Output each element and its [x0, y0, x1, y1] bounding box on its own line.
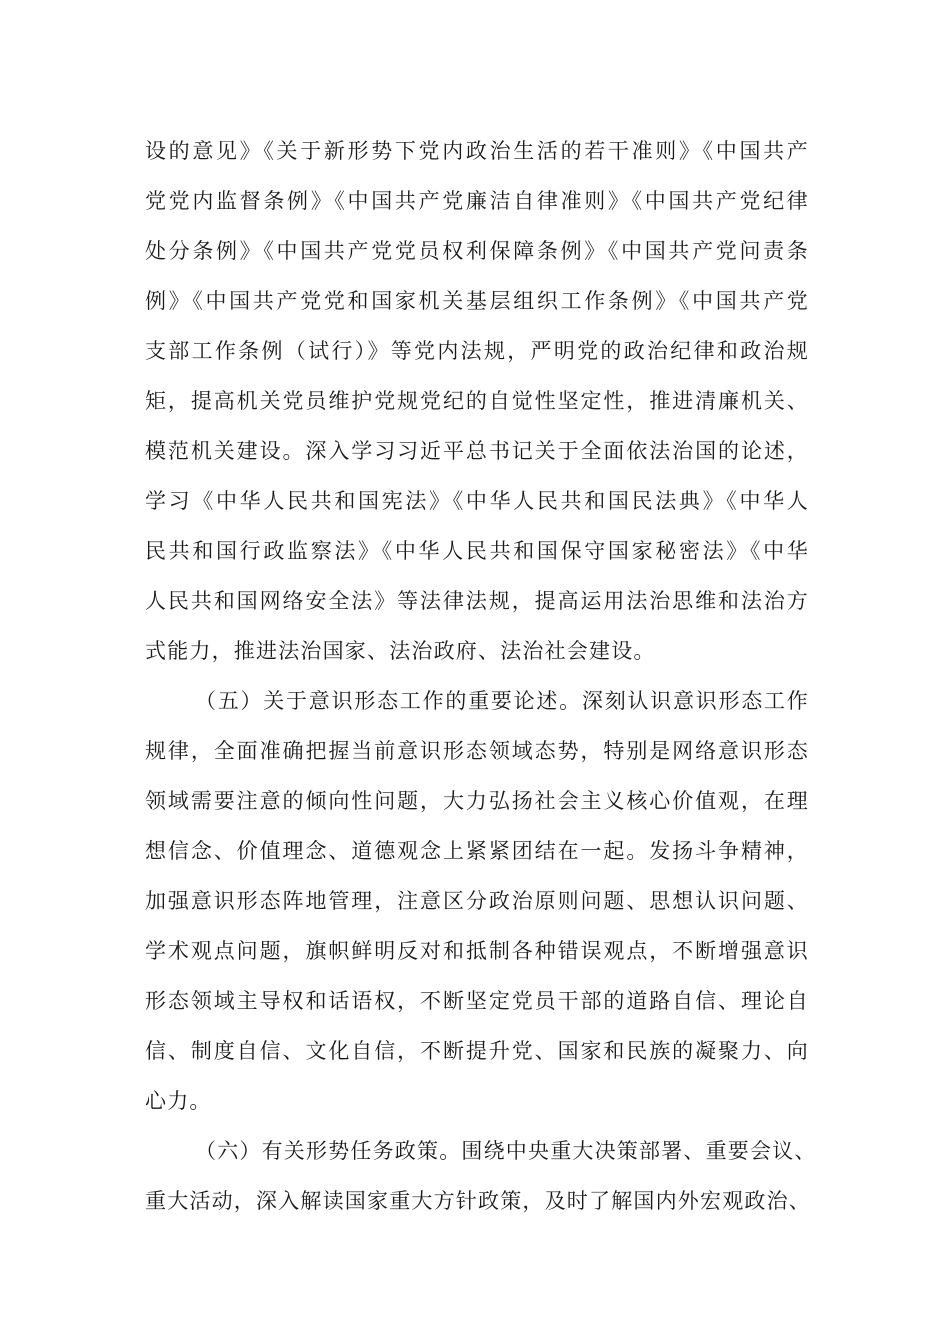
paragraph-end-line: 心力。	[145, 1089, 212, 1113]
text-line: 加强意识形态阵地管理，注意区分政治原则问题、思想认识问题、	[145, 889, 809, 913]
text-line: 支部工作条例（试行）》等党内法规，严明党的政治纪律和政治规	[145, 339, 809, 363]
text-line: 信、制度自信、文化自信，不断提升党、国家和民族的凝聚力、向	[145, 1039, 809, 1063]
text-line: 例》《中国共产党党和国家机关基层组织工作条例》《中国共产党	[145, 289, 809, 313]
text-line: 学术观点问题，旗帜鲜明反对和抵制各种错误观点，不断增强意识	[145, 939, 809, 963]
text-line: 人民共和国网络安全法》等法律法规，提高运用法治思维和法治方	[145, 589, 809, 613]
text-line: 重大活动，深入解读国家重大方针政策，及时了解国内外宏观政治、	[145, 1189, 811, 1213]
text-line: 矩，提高机关党员维护党规党纪的自觉性坚定性，推进清廉机关、	[145, 389, 809, 413]
text-line: 想信念、价值理念、道德观念上紧紧团结在一起。发扬斗争精神，	[145, 839, 809, 863]
section-heading-line: （五）关于意识形态工作的重要论述。深刻认识意识形态工作	[195, 689, 809, 713]
text-line: 学习《中华人民共和国宪法》《中华人民共和国民法典》《中华人	[145, 489, 809, 513]
text-line: 模范机关建设。深入学习习近平总书记关于全面依法治国的论述，	[145, 439, 809, 463]
paragraph-end-line: 式能力，推进法治国家、法治政府、法治社会建设。	[145, 639, 656, 663]
text-line: 党党内监督条例》《中国共产党廉洁自律准则》《中国共产党纪律	[145, 189, 809, 213]
text-line: 领域需要注意的倾向性问题，大力弘扬社会主义核心价值观，在理	[145, 789, 809, 813]
section-heading-line: （六）有关形势任务政策。围绕中央重大决策部署、重要会议、	[195, 1139, 817, 1163]
text-line: 设的意见》《关于新形势下党内政治生活的若干准则》《中国共产	[145, 139, 809, 163]
body-text	[145, 126, 817, 1226]
text-line: 处分条例》《中国共产党党员权利保障条例》《中国共产党问责条	[145, 239, 809, 263]
text-line: 形态领域主导权和话语权，不断坚定党员干部的道路自信、理论自	[145, 989, 809, 1013]
text-line: 规律，全面准确把握当前意识形态领域态势，特别是网络意识形态	[145, 739, 809, 763]
text-line: 民共和国行政监察法》《中华人民共和国保守国家秘密法》《中华	[145, 539, 809, 563]
